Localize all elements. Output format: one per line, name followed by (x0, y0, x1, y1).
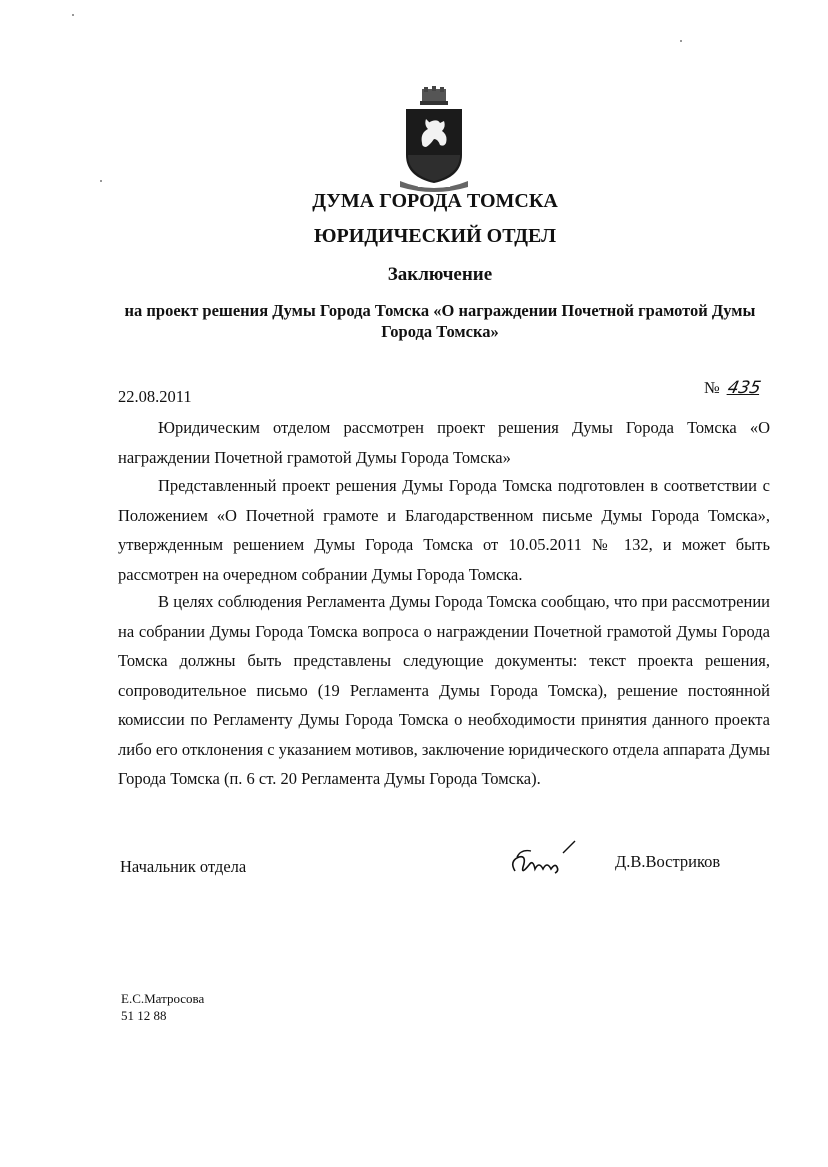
handwritten-signature-icon (505, 835, 580, 880)
body-paragraph (118, 471, 770, 589)
signatory-name: Д.В.Востриков (615, 852, 721, 871)
signatory-position: Начальник отдела (120, 857, 247, 876)
paragraph-text: Представленный проект решения Думы Города Томска подготовлен в соответствии с Положением «О Почетной грамоте и Благодарственном письме Думы Города Томска», утвержденным решением Думы Города Томска от 10.05.2011 № 132, и может быть рассмотрен на очередном собрании Думы Города Томска. (118, 476, 770, 584)
scan-speck (680, 40, 682, 42)
document-subject: на проект решения Думы Города Томска «О награждении Почетной грамотой Думы Города Томска» (124, 301, 756, 341)
body-paragraph (118, 587, 770, 794)
department-name: ЮРИДИЧЕСКИЙ ОТДЕЛ (313, 225, 557, 247)
document-date: 22.08.2011 (118, 387, 192, 406)
number-label: № (704, 378, 720, 397)
document-number (704, 378, 763, 398)
paragraph-text: Юридическим отделом рассмотрен проект решения Думы Города Томска «О награждении Почетной грамотой Думы Города Томска» (118, 418, 770, 467)
executor-block (121, 990, 204, 1024)
organization-name: ДУМА ГОРОДА ТОМСКА (312, 190, 558, 212)
scan-speck (100, 180, 102, 182)
scan-speck (72, 14, 74, 16)
paragraph-text: В целях соблюдения Регламента Думы Города Томска сообщаю, что при рассмотрении на собрании Думы Города Томска вопроса о награждении Почетной грамотой Думы Города Томска должны быть представлены следующие документы: текст проекта решения, сопроводительное письмо (19 Регламента Думы Города Томска), решение постоянной комиссии по Регламенту Думы Города Томска о необходимости принятия данного проекта либо его отклонения с указанием мотивов, заключение юридического отдела аппарата Думы Города Томска (п. 6 ст. 20 Регламента Думы Города Томска). (118, 592, 770, 788)
body-paragraph (118, 413, 770, 472)
executor-name: Е.С.Матросова (121, 991, 205, 1006)
executor-phone: 51 12 88 (121, 1008, 167, 1023)
number-value: 435 (725, 378, 763, 398)
document-title: Заключение (387, 264, 493, 285)
tomsk-coat-of-arms-icon (398, 85, 470, 193)
